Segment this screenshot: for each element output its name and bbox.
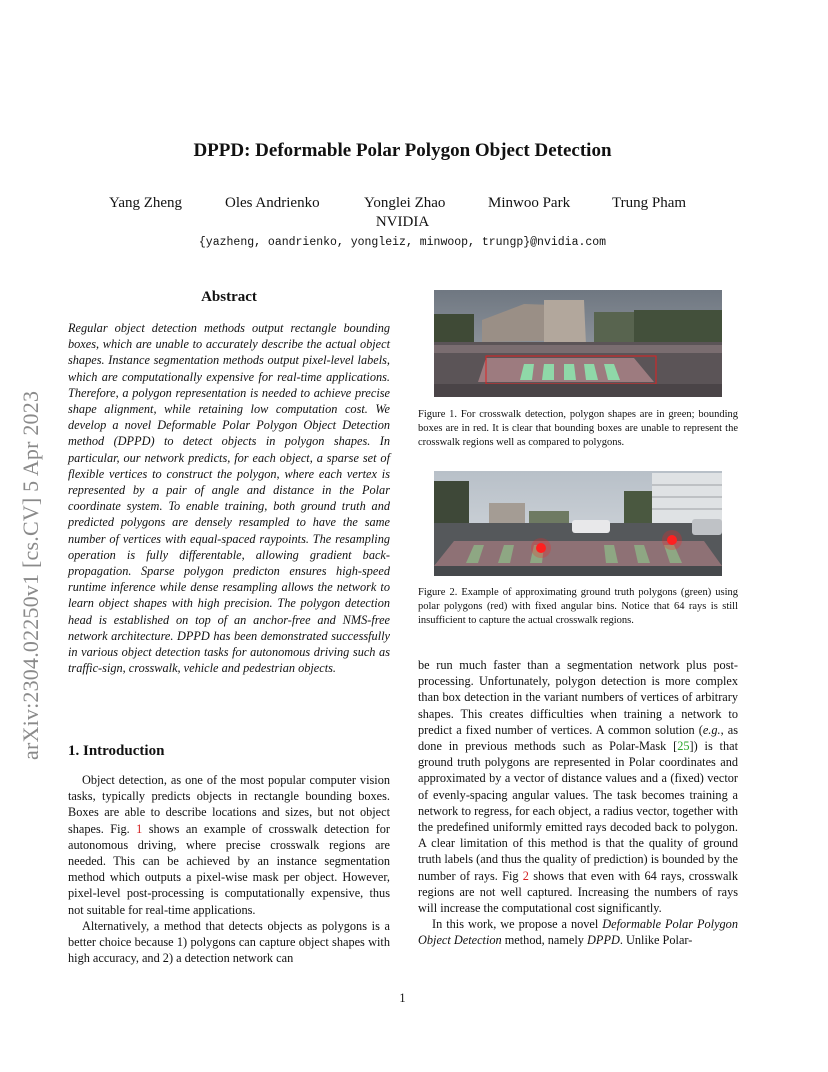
text-run: ]) is that ground truth polygons are represented in Polar coordinates and approximated by a vector of distance values and a (fixed) vector of evenly-spacing angular values. The task becomes training a network to regress, for each object, a radius vector, together with the predefined uniformly emitted rays decoded back to polygon. A clear limitation of this method is that the quality of ground truth labels (and thus the quality of prediction) is bounded by the number of rays. Fig <box>418 739 738 883</box>
affiliation: NVIDIA <box>375 214 430 230</box>
paper-title: DPPD: Deformable Polar Polygon Object Detection <box>193 140 612 161</box>
text-run: method, namely <box>501 933 588 948</box>
crosswalk-photo-2 <box>434 471 722 576</box>
text-run: In this work, we propose a novel <box>432 917 603 932</box>
author-name: Oles Andrienko <box>225 195 320 211</box>
arxiv-side-label <box>18 290 48 760</box>
figure-ref-link[interactable]: 1 <box>136 821 143 836</box>
arxiv-id-text: arXiv:2304.02250v1 [cs.CV] 5 Apr 2023 <box>18 390 43 760</box>
text-run: be run much faster than a segmentation network plus post-processing. Unfortunately, polygon detection is more complex than box detection in the variant numbers of vertices of arbitrary shapes. This creates difficulties when training a network to predict a fixed number of vertices. A common solution ( <box>418 658 738 737</box>
figure-1-caption: Figure 1. For crosswalk detection, polygon shapes are in green; bounding boxes are in red. It is clear that bounding boxes are unable to represent the crosswalk regions well as compared to polygons. <box>418 409 738 448</box>
author-name: Yang Zheng <box>109 195 183 211</box>
text-run: Object detection, as one of the most popular computer vision tasks, typically predicts objects in rectangle bounding boxes. Boxes are able to describe locations and sizes, but not object shapes. Fig. <box>68 773 390 836</box>
intro-paragraph-1 <box>68 772 390 918</box>
page-number: 1 <box>399 991 406 1005</box>
right-column-body <box>418 657 738 949</box>
figure-2-caption: Figure 2. Example of approximating ground truth polygons (green) using polar polygons (red) with fixed angular bins. Notice that 64 rays is still insufficient to capture the actual crosswalk regions. <box>418 587 738 626</box>
intro-paragraph-2: Alternatively, a method that detects objects as polygons is a better choice because 1) polygons can capture object shapes with high accuracy, and 2) a detection network can <box>68 918 390 966</box>
author-name: Trung Pham <box>612 195 687 211</box>
right-paragraph-2 <box>418 916 738 948</box>
text-run-italic: e.g. <box>702 722 721 737</box>
figure-2-image <box>434 471 722 576</box>
right-paragraph-1 <box>418 657 738 916</box>
text-run: , as done in previous methods such as Polar-Mask [ <box>418 722 738 754</box>
author-emails: {yazheng, oandrienko, yongleiz, minwoop, trungp}@nvidia.com <box>198 236 607 249</box>
citation-link[interactable]: 25 <box>677 739 690 754</box>
text-run-italic: DPPD <box>587 933 620 948</box>
figure-ref-link[interactable]: 2 <box>522 868 529 883</box>
crosswalk-photo-1 <box>434 290 722 397</box>
figure-1-image <box>434 290 722 397</box>
section-heading-introduction: 1. Introduction <box>68 743 165 759</box>
abstract-body: Regular object detection methods output rectangle bounding boxes, which are unable to accurately describe the actual object shapes. Instance segmentation methods output pixel-level labels, which are computationally expensive for real-time applications. Therefore, a polygon representation is needed to achieve precise shape alignment, while retaining low computation cost. We develop a novel Deformable Polar Polygon Object Detection method (DPPD) to detect objects in polygon shapes. In particular, our network predicts, for each object, a sparse set of flexible vertices to construct the polygon, where each vertex is represented by a pair of angle and distance in the Polar coordinate system. To enable training, both ground truth and predicted polygons are densely resampled to have the same number of vertices with equal-spaced raypoints. The resampling operation is fully differentable, allowing gradient back-propagation. Sparse polygon predicton ensures high-speed runtime inference while dense resampling allows the network to learn object shapes with high precision. The polygon detection head is established on top of an anchor-free and NMS-free network architecture. DPPD has been demonstrated successfully in various object detection tasks for autonomous driving such as traffic-sign, crosswalk, vehicle and pedestrian objects. <box>68 321 390 676</box>
text-run: shows that even with 64 rays, crosswalk regions are not well captured. Increasing the numbers of rays will increase the computational cost significantly. <box>418 868 738 916</box>
text-run: . Unlike Polar- <box>619 933 693 948</box>
introduction-body <box>68 772 390 966</box>
abstract-heading: Abstract <box>201 289 257 305</box>
author-name: Minwoo Park <box>488 195 571 211</box>
text-run-italic: Deformable Polar Polygon Object Detection <box>418 917 738 948</box>
text-run: shows an example of crosswalk detection for autonomous driving, where precise crosswalk regions are needed. This can be achieved by an instance segmentation method which outputs a pixel-wise mask per object. However, pixel-level post-processing is computationally expensive, thus not suitable for real-time applications. <box>68 821 390 917</box>
author-name: Yonglei Zhao <box>364 195 446 211</box>
